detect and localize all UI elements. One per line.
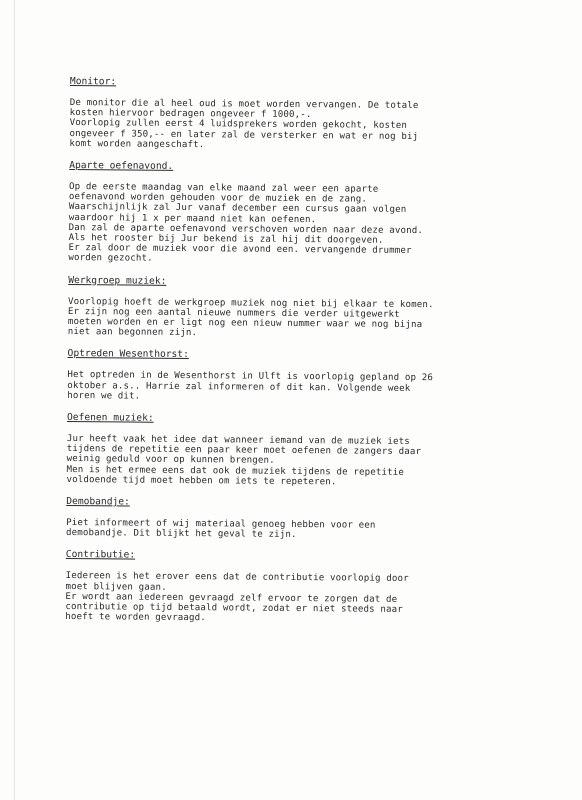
section: [68, 160, 514, 268]
text-line: voldoende tijd moet hebben om iets te repeteren.: [66, 474, 337, 488]
section: [65, 549, 511, 626]
section: [66, 496, 511, 542]
section: [66, 412, 512, 489]
text-line: contributie op tijd betaald wordt, zodat er niet steeds naar: [65, 602, 403, 616]
section-heading: Optreden Wesenthorst:: [67, 348, 189, 361]
text-line: moet blijven gaan.: [65, 581, 167, 593]
text-line: Voorlopig zullen eerst 4 luidsprekers worden gekocht, kosten: [69, 118, 408, 132]
text-line: oefenavond worden gehouden voor de muziek en de zang.: [68, 192, 368, 205]
text-line: waardoor hij 1 x per maand niet kan oefenen.: [68, 212, 317, 225]
text-line: Piet informeert of wij materiaal genoeg hebben voor een: [66, 518, 376, 531]
section: [68, 275, 514, 342]
text-line: Er zijn nog een aantal nieuwe nummers die verder uitgewerkt: [67, 306, 400, 320]
section-heading: Aparte oefenavond.: [69, 160, 174, 172]
text-line: Men is het ermee eens dat ook de muziek tijdens de repetitie: [66, 464, 405, 478]
section-heading: Werkgroep muziek:: [68, 274, 167, 287]
section-heading: Demobandje:: [66, 496, 130, 508]
minutes-body: [65, 76, 515, 637]
section: [69, 76, 515, 153]
text-line: Jur heeft vaak het idee dat wanneer iemand van de muziek iets: [66, 434, 410, 448]
text-line: Iedereen is het erover eens dat de contributie voorlopig door: [65, 571, 409, 585]
text-line: hoeft te worden gevraagd.: [65, 612, 206, 624]
section-heading: Monitor:: [69, 76, 117, 88]
page-edge: [6, 0, 15, 800]
text-line: tijdens de repetitie een paar keer moet oefenen de zangers daar: [66, 444, 422, 458]
text-line: Als het rooster bij Jur bekend is zal hij dit doorgeven.: [68, 233, 384, 246]
text-line: Op de eerste maandag van elke maand zal weer een aparte: [68, 182, 379, 195]
text-line: worden gezocht.: [68, 253, 153, 265]
section-heading: Oefenen muziek:: [66, 412, 154, 424]
text-line: oktober a.s.. Harrie zal informeren of dit kan. Volgende week: [67, 380, 411, 394]
text-line: moeten worden en er ligt nog een nieuw nummer waar we nog bijna: [67, 317, 423, 331]
section: [67, 348, 512, 404]
text-line: De monitor die al heel oud is moet worden vervangen. De totale: [69, 97, 419, 112]
text-line: demobandje. Dit blijkt het geval te zijn.: [65, 528, 297, 541]
text-line: Voorlopig hoeft de werkgroep muziek nog niet bij elkaar te komen.: [67, 296, 434, 310]
text-line: kosten hiervoor bedragen ongeveer f 1000,-.: [69, 108, 312, 121]
text-line: horen we dit.: [67, 390, 141, 402]
text-line: Er wordt aan iedereen gevraagd zelf ervoor te zorgen dat de: [65, 591, 398, 605]
text-line: Waarschijnlijk zal Jur vanaf december een cursus gaan volgen: [68, 202, 407, 216]
text-line: Er zal door de muziek voor die avond een. vervangende drummer: [68, 243, 412, 257]
text-line: weinig geduld voor op kunnen brengen.: [66, 454, 275, 467]
section-heading: Contributie:: [65, 549, 136, 562]
text-line: Dan zal de aparte oefenavond verschoven worden naar deze avond.: [68, 222, 424, 236]
text-line: ongeveer f 350,-- en later zal de versterker en wat er nog bij: [69, 128, 419, 142]
text-line: niet aan begonnen zijn.: [67, 327, 198, 339]
text-line: komt worden aangeschaft.: [69, 138, 205, 150]
text-line: Het optreden in de Wesenthorst in Ulft is voorlopig gepland op 26: [67, 370, 434, 384]
